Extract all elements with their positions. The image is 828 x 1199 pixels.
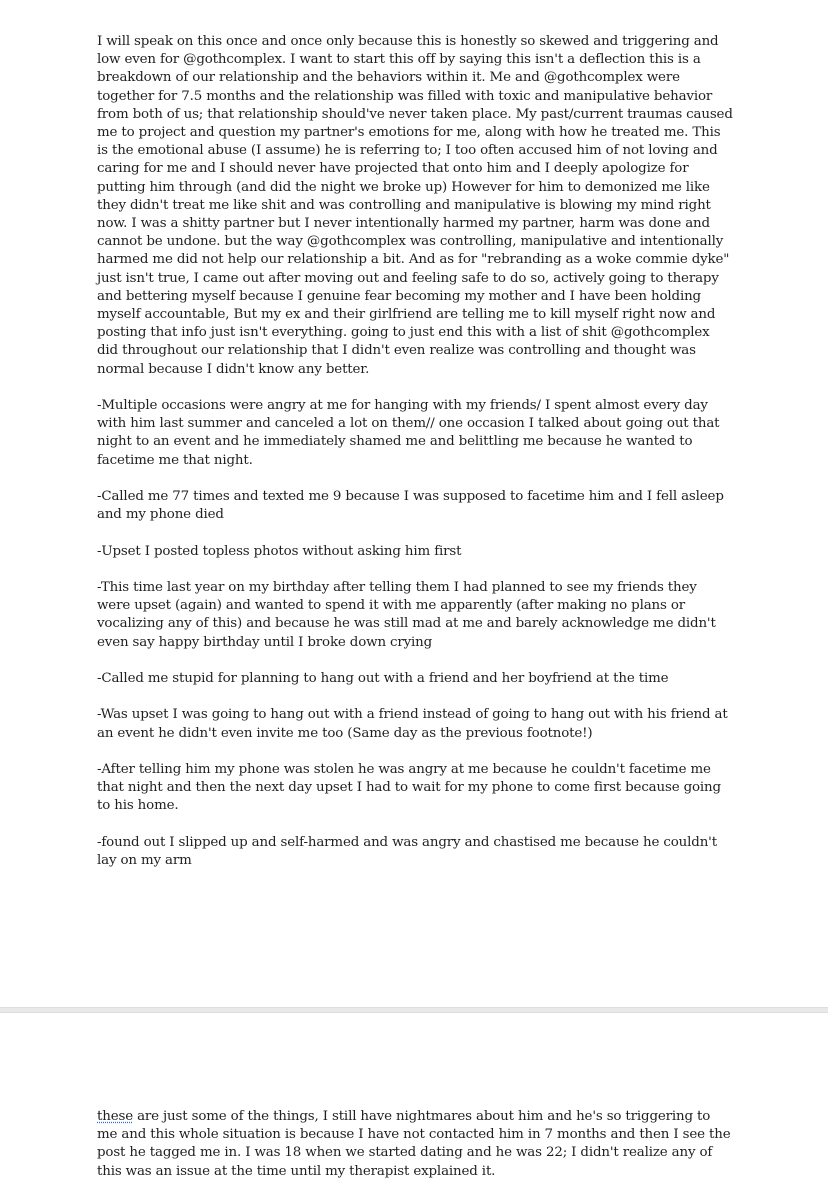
closing-paragraph-text: are just some of the things, I still have nightmares about him and he's so triggering to me and this whole situation is because I have not contacted him in 7 months and then I see the post he tagged me in. I was 18 when we started dating and he was 22; I didn't realize any of this was an issue at the time until my therapist explained it. bbox=[97, 1109, 731, 1179]
page-1-content bbox=[97, 33, 733, 888]
list-item-friends: -Multiple occasions were angry at me for hanging with my friends/ I spent almost every day with him last summer and canceled a lot on them// one occasion I talked about going out that night to an event and he immediately shamed me and belittling me because he wanted to facetime me that night. bbox=[97, 398, 720, 468]
list-item-calls: -Called me 77 times and texted me 9 because I was supposed to facetime him and I fell asleep and my phone died bbox=[97, 489, 724, 523]
list-item-event: -Was upset I was going to hang out with a friend instead of going to hang out with his friend at an event he didn't even invite me too (Same day as the previous footnote!) bbox=[97, 707, 728, 741]
list-item-photos: -Upset I posted topless photos without asking him first bbox=[97, 543, 462, 559]
document-page-2 bbox=[0, 1013, 828, 1199]
list-item-phone-stolen: -After telling him my phone was stolen he was angry at me because he couldn't facetime me that night and then the next day upset I had to wait for my phone to come first because going to his home. bbox=[97, 762, 721, 814]
list-item-called-stupid: -Called me stupid for planning to hang out with a friend and her boyfriend at the time bbox=[97, 671, 669, 687]
spellcheck-flagged-word[interactable]: these bbox=[97, 1109, 133, 1124]
closing-paragraph bbox=[97, 1108, 733, 1181]
page-2-content bbox=[97, 1108, 733, 1199]
list-item-self-harm: -found out I slipped up and self-harmed and was angry and chastised me because he couldn't lay on my arm bbox=[97, 834, 717, 869]
intro-paragraph: I will speak on this once and once only because this is honestly so skewed and triggering and low even for @gothcomplex. I want to start this off by saying this isn't a deflection this is a breakdown of our relationship and the behaviors within it. Me and @gothcomplex were together for 7.5 months and the relationship was filled with toxic and manipulative behavior from both of us; that relationship should've never taken place. My past/current traumas caused me to project and question my partner's emotions for me, along with how he treated me. This is the emotional abuse (I assume) he is referring to; I too often accused him of not loving and caring for me and I should never have projected that onto him and I deeply apologize for putting him through (and did the night we broke up) However for him to demonized me like they didn't treat me like shit and was controlling and manipulative is blowing my mind right now. I was a shitty partner but I never intentionally harmed my partner, harm was done and cannot be undone. but the way @gothcomplex was controlling, manipulative and intentionally harmed me did not help our relationship a bit. And as for "rebranding as a woke commie dyke" just isn't true, I came out after moving out and feeling safe to do so, actively going to therapy and bettering myself because I genuine fear becoming my mother and I have been holding myself accountable, But my ex and their girlfriend are telling me to kill myself right now and posting that info just isn't everything. going to just end this with a list of shit @gothcomplex did throughout our relationship that I didn't even realize was controlling and thought was normal because I didn't know any better. bbox=[97, 34, 733, 377]
list-item-birthday: -This time last year on my birthday after telling them I had planned to see my friends they were upset (again) and wanted to spend it with me apparently (after making no plans or vocalizing any of this) and because he was still mad at me and barely acknowledge me didn't even say happy birthday until I broke down crying bbox=[97, 580, 716, 650]
